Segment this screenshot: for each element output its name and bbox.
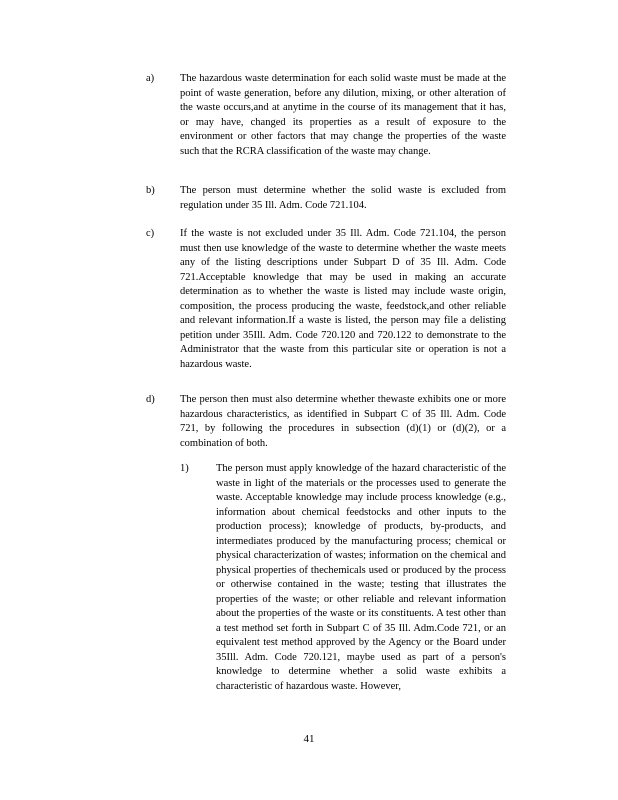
- paragraph-a-text: The hazardous waste determination for each solid waste must be made at the point of waste generation, before any dilution, mixing, or other alteration of the waste occurs,and at anytime in the course of its management that it has, or may have, changed its properties as a result of exposure to the environment or other factors that may change the properties of the waste such that the RCRA classification of the waste may change.: [180, 73, 506, 157]
- paragraph-c-text: If the waste is not excluded under 35 Ill. Adm. Code 721.104, the person must then use knowledge of the waste to determine whether the waste meets any of the listing descriptions under Subpart D of 35 Ill. Adm. Code 721.Acceptable knowledge that may be used in making an accurate determination as to whether the waste is listed may include waste origin, composition, the process producing the waste, feedstock,and other reliable and relevant information.If a waste is listed, the person may file a delisting petition under 35Ill. Adm. Code 720.120 and 720.122 to demonstrate to the Administrator that the waste from this particular site or operation is not a hazardous waste.: [180, 228, 506, 370]
- paragraph-c-label: c): [146, 228, 155, 239]
- paragraph-b-text: The person must determine whether the solid waste is excluded from regulation under 35 Ill. Adm. Code 721.104.: [180, 185, 506, 211]
- page-number: 41: [303, 733, 315, 745]
- subparagraph-1-label: 1): [180, 463, 189, 474]
- paragraph-d-text: The person then must also determine whether thewaste exhibits one or more hazardous characteristics, as identified in Subpart C of 35 Ill. Adm. Code 721, by following the procedures in subsection (d)(1) or (d)(2), or a combination of both.: [180, 394, 506, 449]
- paragraph-a-label: a): [146, 73, 155, 84]
- subparagraph-1-text: The person must apply knowledge of the hazard characteristic of the waste in light of the materials or the processes used to generate the waste. Acceptable knowledge may include process knowledge (e.g., information about chemical feedstocks and other inputs to the production process); knowledge of products, by-products, and intermediates produced by the manufacturing process; chemical or physical characterization of wastes; information on the chemical and physical properties of thechemicals used or produced by the process or otherwise contained in the waste; testing that illustrates the properties of the waste; or other reliable and relevant information about the properties of the waste or its constituents. A test other than a test method set forth in Subpart C of 35 Ill. Adm.Code 721, or an equivalent test method approved by the Agency or the Board under 35Ill. Adm. Code 720.121, maybe used as part of a person's knowledge to determine whether a solid waste exhibits a characteristic of hazardous waste. However,: [216, 463, 506, 692]
- paragraph-b-label: b): [146, 185, 155, 196]
- paragraph-d-label: d): [146, 394, 155, 405]
